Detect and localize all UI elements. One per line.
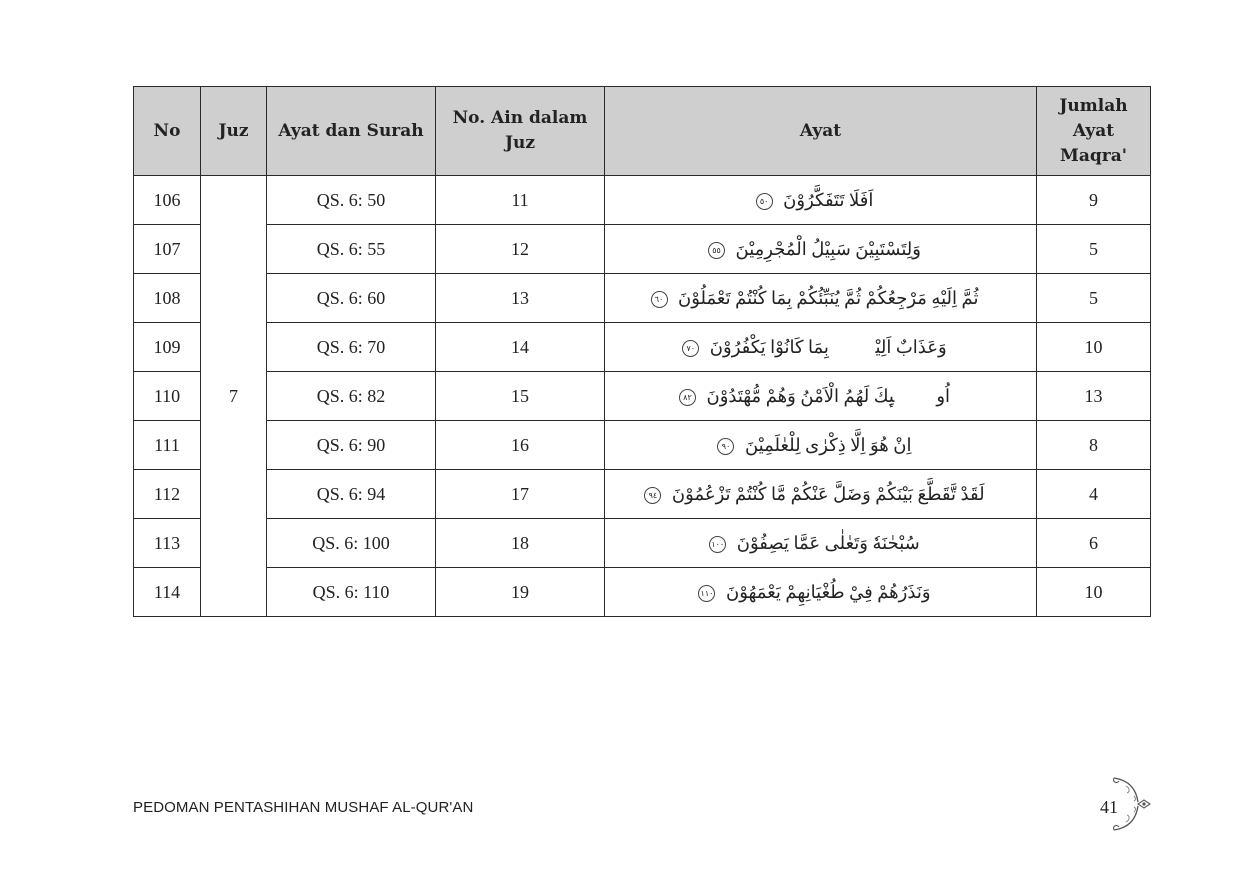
ayat-text: لَقَدْ تَّقَطَّعَ بَيْنَكُمْ وَضَلَّ عَنْكُمْ مَّا كُنْتُمْ تَزْعُمُوْنَ	[671, 483, 985, 504]
cell-juz: 7	[201, 176, 267, 617]
footer-book-title: PEDOMAN PENTASHIHAN MUSHAF AL-QUR'AN	[133, 799, 474, 816]
ayah-end-marker: ١٠٠	[709, 536, 726, 553]
cell-no: 112	[134, 470, 201, 519]
header-no-ain-line2: Juz	[504, 133, 536, 153]
cell-ayat	[605, 323, 1037, 372]
cell-ref: QS. 6: 82	[267, 372, 436, 421]
ayat-text: وَلِتَسْتَبِيْنَ سَبِيْلُ الْمُجْرِمِيْنَ	[735, 238, 921, 259]
table-row	[134, 176, 1151, 225]
cell-ain: 16	[436, 421, 605, 470]
cell-jumlah: 9	[1037, 176, 1151, 225]
cell-ain: 13	[436, 274, 605, 323]
cell-ref: QS. 6: 110	[267, 568, 436, 617]
cell-jumlah: 10	[1037, 323, 1151, 372]
cell-no: 110	[134, 372, 201, 421]
cell-jumlah: 5	[1037, 225, 1151, 274]
cell-no: 107	[134, 225, 201, 274]
header-juz: Juz	[201, 87, 267, 176]
cell-jumlah: 13	[1037, 372, 1151, 421]
cell-ayat	[605, 176, 1037, 225]
ayah-end-marker: ٦٠	[651, 291, 668, 308]
header-jumlah-line2: Ayat	[1072, 120, 1115, 141]
header-jumlah-line1: Jumlah	[1059, 95, 1128, 116]
table-header-row	[134, 87, 1151, 176]
header-ayat: Ayat	[605, 87, 1037, 176]
cell-jumlah: 4	[1037, 470, 1151, 519]
cell-ref: QS. 6: 55	[267, 225, 436, 274]
page-number: 41	[1100, 797, 1118, 817]
table-row	[134, 421, 1151, 470]
cell-no: 114	[134, 568, 201, 617]
cell-ain: 14	[436, 323, 605, 372]
ayah-end-marker: ١١٠	[698, 585, 715, 602]
table-row	[134, 372, 1151, 421]
ayat-text: اَفَلَا تَتَفَكَّرُوْنَ	[783, 189, 874, 210]
cell-ayat	[605, 470, 1037, 519]
cell-jumlah: 8	[1037, 421, 1151, 470]
header-jumlah	[1037, 87, 1151, 176]
table-row	[134, 274, 1151, 323]
header-no-ain-line1: No. Ain dalam	[452, 108, 588, 128]
ayat-text: اُولٰۤىِٕكَ لَهُمُ الْاَمْنُ وَهُمْ مُّهْتَدُوْنَ	[706, 385, 951, 406]
header-no-ain	[436, 87, 605, 176]
ain-table	[133, 86, 1151, 617]
cell-ref: QS. 6: 94	[267, 470, 436, 519]
cell-ain: 12	[436, 225, 605, 274]
ayah-end-marker: ٩٤	[644, 487, 661, 504]
cell-ref: QS. 6: 70	[267, 323, 436, 372]
table-row	[134, 568, 1151, 617]
ayah-end-marker: ٥٠	[756, 193, 773, 210]
cell-jumlah: 5	[1037, 274, 1151, 323]
cell-ain: 17	[436, 470, 605, 519]
header-ayat-surah: Ayat dan Surah	[267, 87, 436, 176]
cell-no: 108	[134, 274, 201, 323]
cell-ayat	[605, 225, 1037, 274]
cell-no: 111	[134, 421, 201, 470]
cell-ain: 18	[436, 519, 605, 568]
ayat-text: اِنْ هُوَ اِلَّا ذِكْرٰى لِلْعٰلَمِيْنَ	[744, 434, 912, 455]
ayah-end-marker: ٧٠	[682, 340, 699, 357]
cell-ref: QS. 6: 50	[267, 176, 436, 225]
table-row	[134, 470, 1151, 519]
ayat-text: وَنَذَرُهُمْ فِيْ طُغْيَانِهِمْ يَعْمَهُوْنَ	[725, 581, 931, 602]
cell-no: 109	[134, 323, 201, 372]
cell-ref: QS. 6: 90	[267, 421, 436, 470]
ayah-end-marker: ٩٠	[717, 438, 734, 455]
cell-ayat	[605, 421, 1037, 470]
cell-jumlah: 10	[1037, 568, 1151, 617]
ayah-end-marker: ٨٢	[679, 389, 696, 406]
cell-ayat	[605, 568, 1037, 617]
cell-ref: QS. 6: 100	[267, 519, 436, 568]
cell-jumlah: 6	[1037, 519, 1151, 568]
cell-ain: 15	[436, 372, 605, 421]
ayah-end-marker: ٥٥	[708, 242, 725, 259]
table-row	[134, 519, 1151, 568]
table-row	[134, 323, 1151, 372]
cell-no: 113	[134, 519, 201, 568]
cell-ayat	[605, 519, 1037, 568]
header-jumlah-line3: Maqra'	[1060, 145, 1127, 166]
cell-ayat	[605, 274, 1037, 323]
ayat-text: وَعَذَابٌ اَلِيْمٌۢ بِمَا كَانُوْا يَكْفُرُوْنَ	[709, 336, 947, 357]
table-row	[134, 225, 1151, 274]
cell-ayat	[605, 372, 1037, 421]
cell-ref: QS. 6: 60	[267, 274, 436, 323]
cell-no: 106	[134, 176, 201, 225]
header-no: No	[134, 87, 201, 176]
cell-ain: 11	[436, 176, 605, 225]
ayat-text: سُبْحٰنَهٗ وَتَعٰلٰى عَمَّا يَصِفُوْنَ	[736, 532, 920, 553]
ayat-text: ثُمَّ اِلَيْهِ مَرْجِعُكُمْ ثُمَّ يُنَبِّئُكُمْ بِمَا كُنْتُمْ تَعْمَلُوْنَ	[678, 287, 979, 308]
cell-ain: 19	[436, 568, 605, 617]
